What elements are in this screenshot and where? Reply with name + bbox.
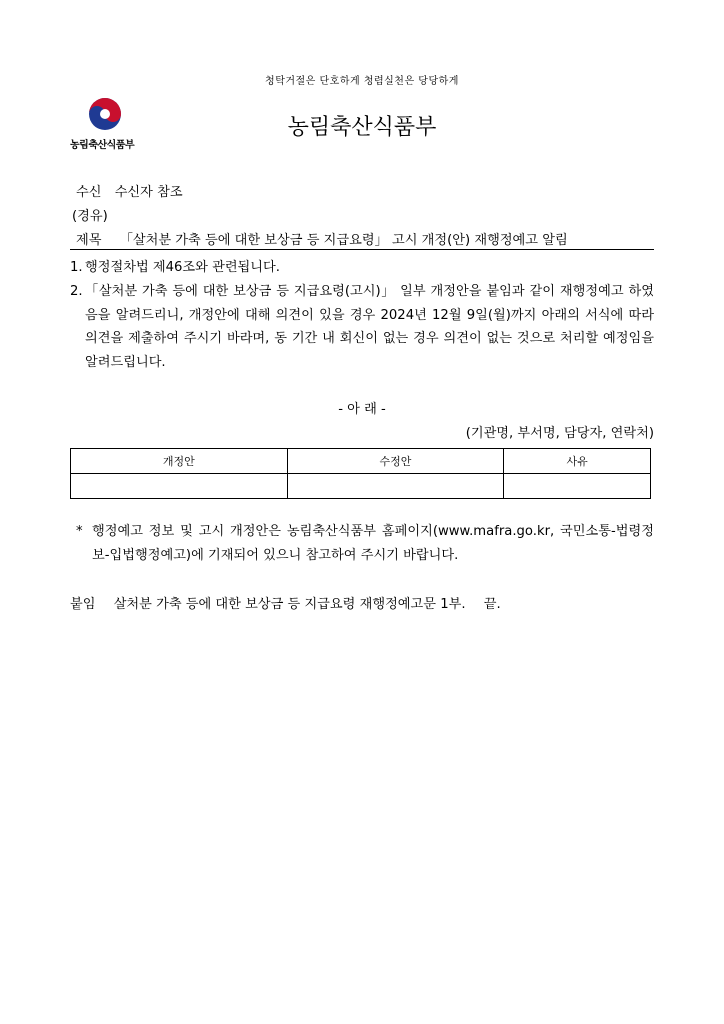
note-text: 행정예고 정보 및 고시 개정안은 농림축산식품부 홈페이지(www.mafra.go.kr, 국민소통-법령정보-입법행정예고)에 기재되어 있으니 참고하여 주시기 바랍니다. <box>92 524 654 563</box>
table-header-cell: 사유 <box>504 449 651 474</box>
note-block <box>76 520 654 570</box>
item-number: 2. <box>70 284 83 299</box>
via-label: (경유) <box>72 209 108 224</box>
table-row <box>71 474 651 499</box>
table-header-row <box>71 449 651 474</box>
ministry-title: 농림축산식품부 <box>287 115 437 140</box>
table-header-cell: 개정안 <box>71 449 288 474</box>
item-number: 1. <box>70 260 83 275</box>
contact-note: (기관명, 부서명, 담당자, 연락처) <box>465 426 654 441</box>
table-cell <box>504 474 651 499</box>
recipient-value: 수신자 참조 <box>114 185 183 200</box>
item-text: 행정절차법 제46조와 관련됩니다. <box>85 260 280 275</box>
motto: 청탁거절은 단호하게 청렴실천은 당당하게 <box>265 76 459 87</box>
subject-rule <box>70 249 654 250</box>
table-cell <box>71 474 288 499</box>
recipient-label: 수신 <box>76 185 102 200</box>
logo-text: 농림축산식품부 <box>70 140 135 151</box>
subject-line <box>76 229 568 248</box>
table-cell <box>287 474 504 499</box>
attachment-line <box>70 593 501 612</box>
attachment-label: 붙임 <box>70 597 96 612</box>
attachment-end: 끝. <box>483 597 501 612</box>
table-header-cell: 수정안 <box>287 449 504 474</box>
subject-label: 제목 <box>76 233 102 248</box>
attachment-text: 살처분 가축 등에 대한 보상금 등 지급요령 재행정예고문 1부. <box>113 597 466 612</box>
note-bullet: * <box>76 524 83 539</box>
item-text: 「살처분 가축 등에 대한 보상금 등 지급요령(고시)」 일부 개정안을 붙임과 같이 재행정예고 하였음을 알려드리니, 개정안에 대해 의견이 있을 경우 2024년 12월 9일(월)까지 아래의 서식에 따라 의견을 제출하여 주시기 바라며, 동 기간 내 회신이 없는 경우 의견이 없는 것으로 처리할 예정임을 알려드립니다. <box>85 284 654 370</box>
subject-value: 「살처분 가축 등에 대한 보상금 등 지급요령」 고시 개정(안) 재행정예고 알림 <box>119 233 568 248</box>
below-heading: - 아 래 - <box>338 402 386 417</box>
recipient-line <box>76 181 183 200</box>
body-item-2 <box>70 280 654 376</box>
body-item-1 <box>70 256 654 280</box>
opinion-form-table <box>70 448 651 499</box>
